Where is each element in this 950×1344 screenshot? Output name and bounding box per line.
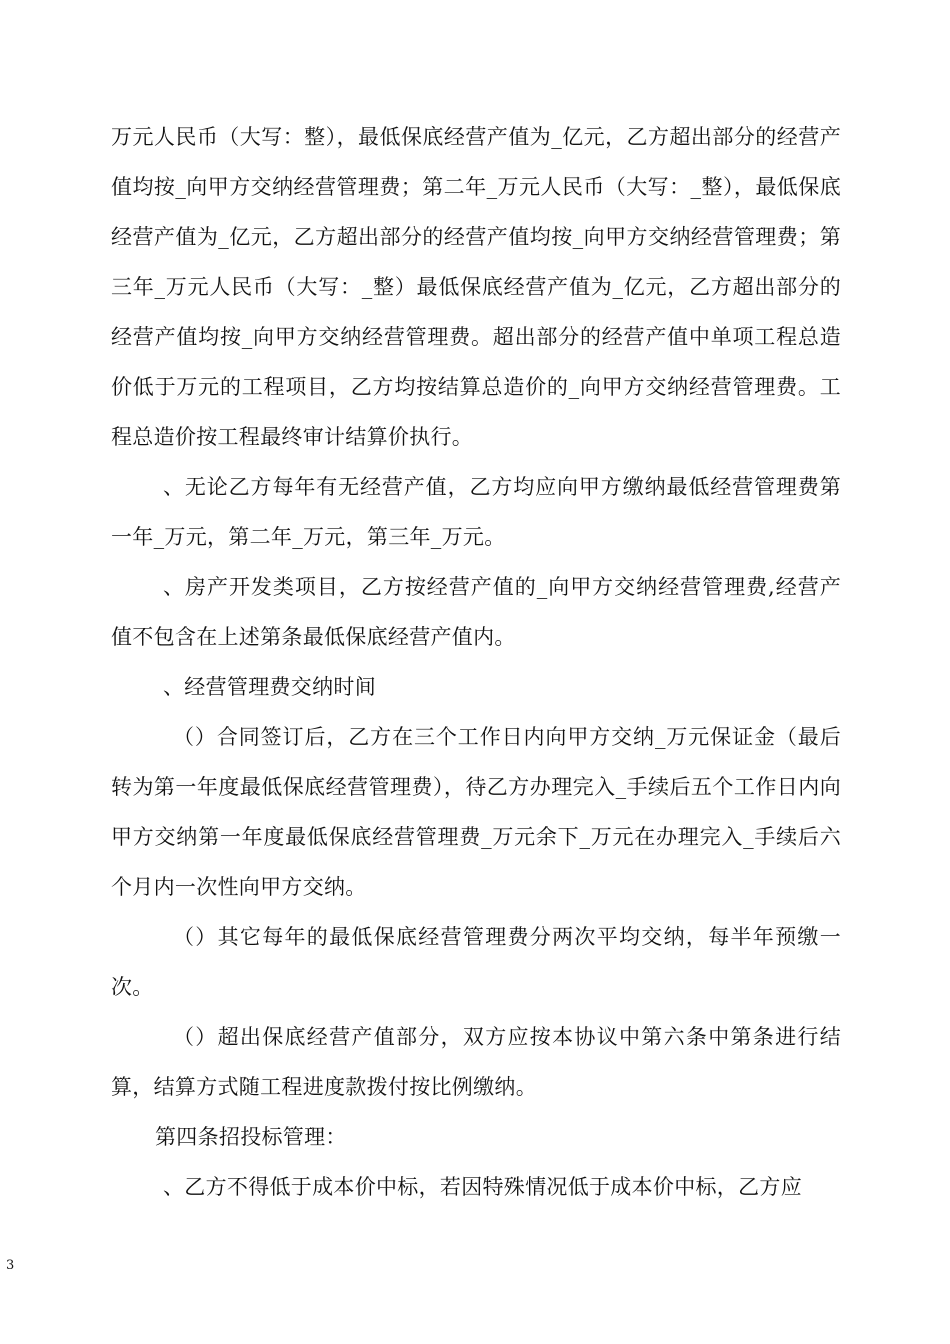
paragraph-real-estate: 、房产开发类项目，乙方按经营产值的_向甲方交纳经营管理费,经营产值不包含在上述第条最低保底经营产值内。: [111, 575, 841, 649]
paragraph-deposit: （）合同签订后，乙方在三个工作日内向甲方交纳_万元保证金（最后转为第一年度最低保底经营管理费），待乙方办理完入_手续后五个工作日内向甲方交纳第一年度最低保底经营管理费_万元余下_万元在办理完入_手续后六个月内一次性向甲方交纳。: [111, 725, 841, 899]
paragraph-fee-schedule: 万元人民币（大写：整），最低保底经营产值为_亿元，乙方超出部分的经营产值均按_向甲方交纳经营管理费；第二年_万元人民币（大写：_整），最低保底经营产值为_亿元，乙方超出部分的经营产值均按_向甲方交纳经营管理费；第三年_万元人民币（大写：_整）最低保底经营产值为_亿元，乙方超出部分的经营产值均按_向甲方交纳经营管理费。超出部分的经营产值中单项工程总造价低于万元的工程项目，乙方均按结算总造价的_向甲方交纳经营管理费。工程总造价按工程最终审计结算价执行。: [111, 125, 841, 449]
paragraph-minimum-fee: 、无论乙方每年有无经营产值，乙方均应向甲方缴纳最低经营管理费第一年_万元，第二年_万元，第三年_万元。: [111, 475, 841, 549]
paragraph-semiannual: （）其它每年的最低保底经营管理费分两次平均交纳，每半年预缴一次。: [111, 925, 841, 999]
article-four-heading: 第四条招投标管理：: [155, 1125, 347, 1149]
page-number: 3: [6, 1258, 15, 1273]
paragraph-payment-time-heading: 、经营管理费交纳时间: [163, 675, 376, 699]
paragraph-settlement: （）超出保底经营产值部分，双方应按本协议中第六条中第条进行结算，结算方式随工程进度款拨付按比例缴纳。: [111, 1025, 841, 1099]
document-body: [111, 112, 841, 1212]
paragraph-bidding: 、乙方不得低于成本价中标，若因特殊情况低于成本价中标，乙方应: [163, 1175, 802, 1199]
